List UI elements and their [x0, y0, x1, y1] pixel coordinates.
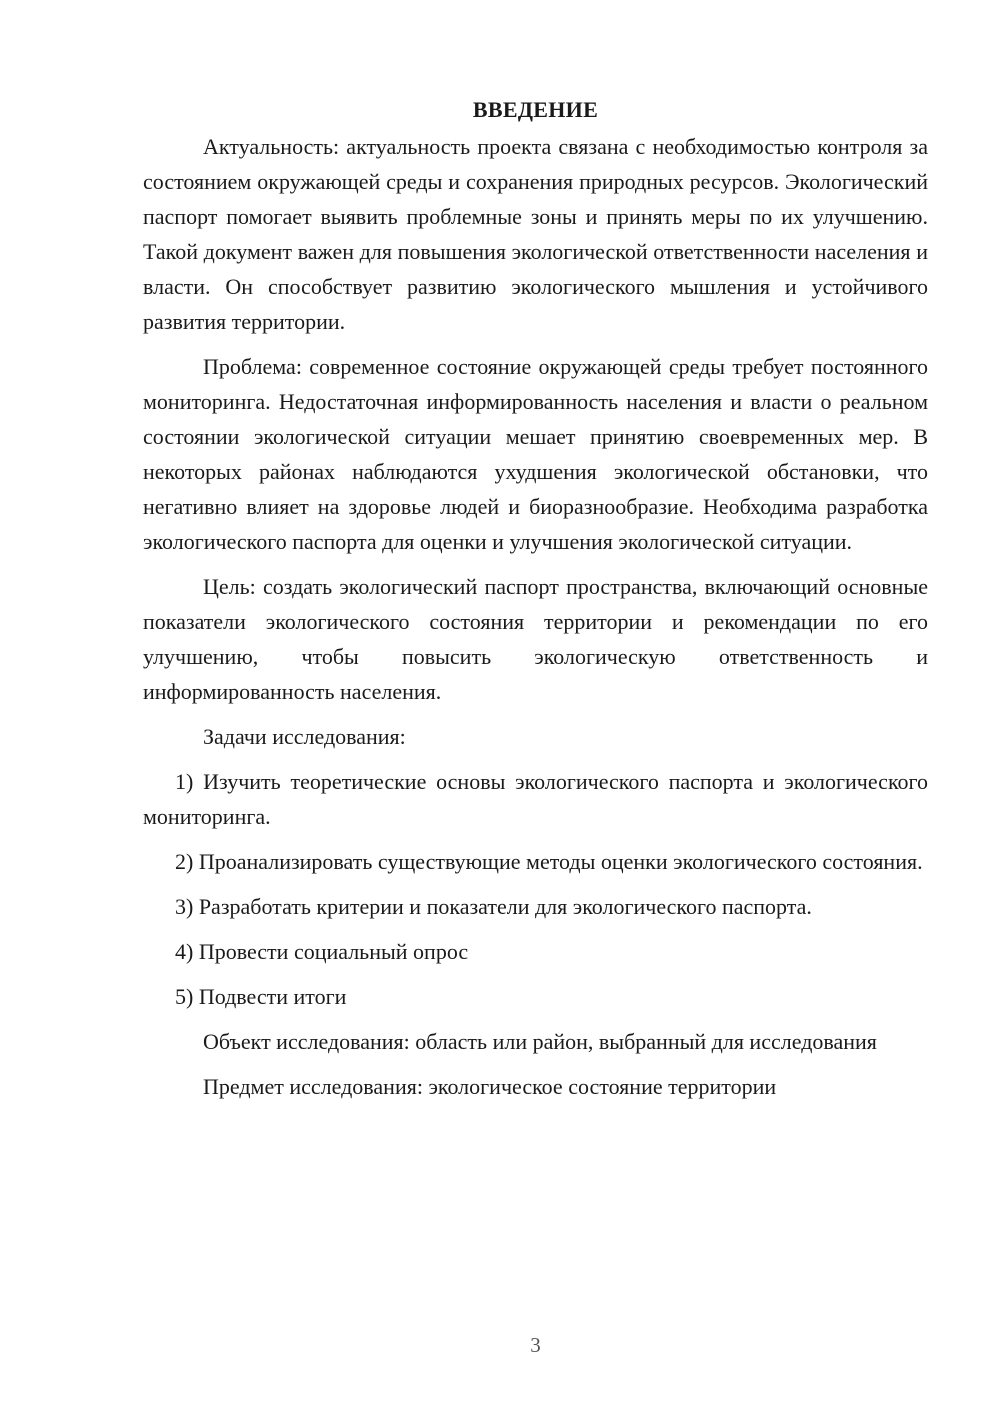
tasks-title: Задачи исследования:	[203, 724, 406, 749]
section-heading: ВВЕДЕНИЕ	[472, 97, 599, 122]
task-item-5: 5) Подвести итоги	[175, 984, 347, 1009]
task-item-2: 2) Проанализировать существующие методы оценки экологического состояния.	[175, 849, 923, 874]
paragraph-object: Объект исследования: область или район, выбранный для исследования	[203, 1029, 877, 1054]
paragraph-goal: Цель: создать экологический паспорт пространства, включающий основные показатели экологического состояния территории и рекомендации по его улучшению, чтобы повысить экологическую ответственность и информированность населения.	[143, 574, 928, 704]
task-item-3: 3) Разработать критерии и показатели для экологического паспорта.	[175, 894, 812, 919]
task-item-4: 4) Провести социальный опрос	[175, 939, 469, 964]
paragraph-relevance: Актуальность: актуальность проекта связана с необходимостью контроля за состоянием окружающей среды и сохранения природных ресурсов. Экологический паспорт помогает выявить проблемные зоны и принять меры по их улучшению. Такой документ важен для повышения экологической ответственности населения и власти. Он способствует развитию экологического мышления и устойчивого развития территории.	[143, 134, 928, 334]
page-number: 3	[530, 1333, 541, 1357]
paragraph-problem: Проблема: современное состояние окружающей среды требует постоянного мониторинга. Недостаточная информированность населения и власти о реальном состоянии экологической ситуации мешает принятию своевременных мер. В некоторых районах наблюдаются ухудшения экологической обстановки, что негативно влияет на здоровье людей и биоразнообразие. Необходима разработка экологического паспорта для оценки и улучшения экологической ситуации.	[143, 354, 928, 554]
paragraph-subject: Предмет исследования: экологическое состояние территории	[203, 1074, 777, 1099]
task-item-1: 1) Изучить теоретические основы экологического паспорта и экологического мониторинга.	[143, 769, 928, 829]
